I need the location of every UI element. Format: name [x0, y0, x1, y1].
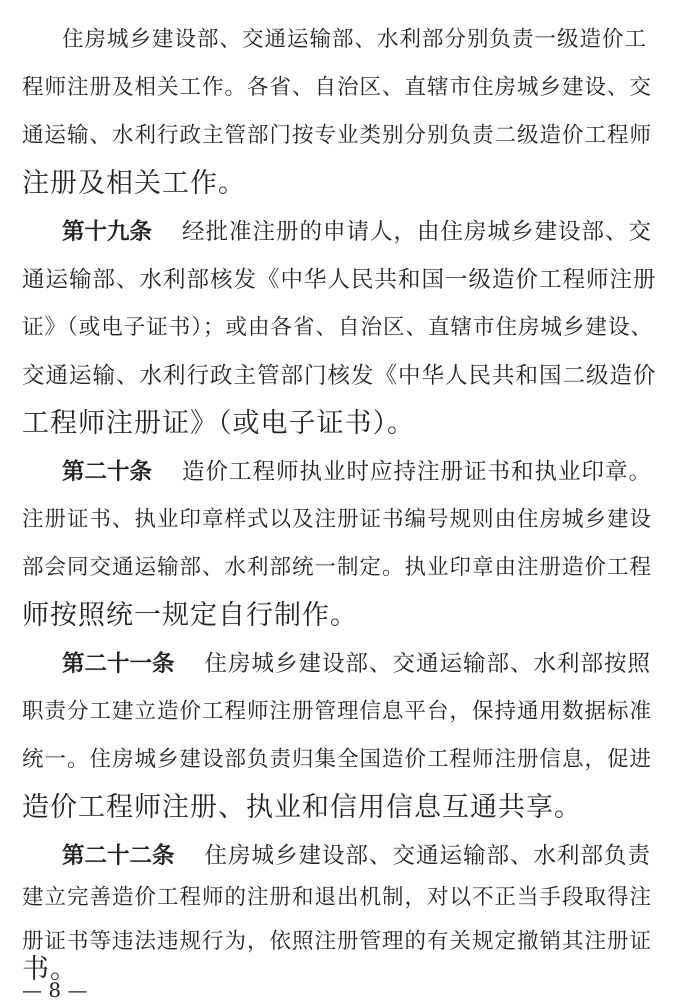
text-line: 通运输、水利行政主管部门按专业类别分别负责二级造价工程师 — [22, 123, 653, 148]
article-21-first-line — [62, 644, 658, 684]
text-line: 职责分工建立造价工程师注册管理信息平台，保持通用数据标准 — [22, 699, 653, 724]
text-line: 工程师注册证》（或电子证书）。 — [22, 408, 415, 439]
text-line: 师按照统一规定自行制作。 — [22, 600, 358, 631]
text-line: 证》（或电子证书）；或由各省、自治区、直辖市住房城乡建设、 — [22, 315, 654, 340]
article-22-heading: 第二十二条 — [62, 843, 175, 869]
text-line: 建立完善造价工程师的注册和退出机制，对以不正当手段取得注 — [22, 885, 653, 910]
text-line: 交通运输、水利行政主管部门核发《中华人民共和国二级造价 — [22, 363, 657, 389]
text-line: 册证书等违法违规行为，依照注册管理的有关规定撤销其注册证 — [22, 929, 653, 954]
text-line: 程师注册及相关工作。各省、自治区、直辖市住房城乡建设、交 — [22, 75, 653, 100]
text-line: 注册证书、执业印章样式以及注册证书编号规则由住房城乡建设 — [22, 507, 653, 532]
text-line: 造价工程师执业时应持注册证书和执业印章。 — [182, 459, 653, 485]
text-line: 通运输部、水利部核发《中华人民共和国一级造价工程师注册 — [22, 267, 657, 293]
article-20-heading: 第二十条 — [62, 459, 153, 485]
article-21-heading: 第二十一条 — [62, 651, 175, 677]
text-line: 统一。住房城乡建设部负责归集全国造价工程师注册信息，促进 — [22, 747, 653, 772]
text-line: 经批准注册的申请人，由住房城乡建设部、交 — [182, 219, 653, 245]
article-20-first-line — [62, 452, 658, 492]
text-line: 注册及相关工作。 — [22, 168, 246, 199]
text-line: 造价工程师注册、执业和信用信息互通共享。 — [22, 792, 582, 823]
text-line: 住房城乡建设部、交通运输部、水利部按照 — [204, 651, 652, 677]
article-19-heading: 第十九条 — [62, 219, 153, 245]
text-line: 部会同交通运输部、水利部统一制定。执业印章由注册造价工程 — [22, 555, 653, 580]
page-number: — 8 — — [22, 978, 88, 1002]
article-19-first-line — [62, 212, 658, 252]
article-22-first-line — [62, 836, 658, 876]
text-line: 住房城乡建设部、交通运输部、水利部分别负责一级造价工 — [62, 27, 648, 52]
text-line: 书。 — [22, 954, 78, 985]
text-line: 住房城乡建设部、交通运输部、水利部负责 — [204, 843, 652, 869]
